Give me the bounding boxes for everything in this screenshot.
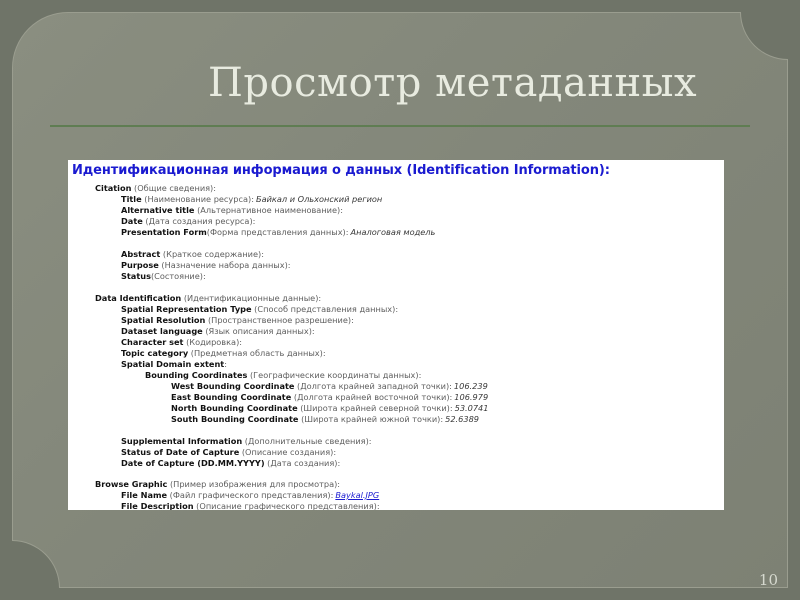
field-label: Alternative title — [121, 205, 195, 215]
field-hint: (Наименование ресурса): — [141, 194, 254, 204]
field-value: 52.6389 — [445, 414, 479, 424]
field-label: Presentation Form — [121, 227, 207, 237]
metadata-row — [121, 271, 206, 281]
metadata-row — [121, 436, 372, 446]
field-hint: (Способ представления данных): — [251, 304, 399, 314]
field-label: Spatial Domain extent — [121, 359, 225, 369]
metadata-row — [145, 370, 421, 380]
field-label: Topic category — [121, 348, 189, 358]
slide-title: Просмотр метаданных — [208, 60, 698, 106]
field-label: Citation — [95, 183, 132, 193]
metadata-row — [121, 447, 336, 457]
field-label: South Bounding Coordinate — [171, 414, 299, 424]
metadata-row — [121, 458, 340, 468]
field-hint: (Географические координаты данных): — [247, 370, 422, 380]
field-value: 106.979 — [454, 392, 489, 402]
field-label: Supplemental Information — [121, 436, 243, 446]
field-hint: (Пространственное разрешение): — [205, 315, 354, 325]
field-label: Spatial Representation Type — [121, 304, 252, 314]
field-label: Bounding Coordinates — [145, 370, 248, 380]
field-label: Data Identification — [95, 293, 182, 303]
field-label: Date — [121, 216, 143, 226]
field-label: Dataset language — [121, 326, 203, 336]
metadata-row — [95, 479, 340, 489]
field-hint: (Предметная область данных): — [188, 348, 326, 358]
field-hint: (Идентификационные данные): — [181, 293, 322, 303]
field-hint: (Дата создания ресурса): — [142, 216, 256, 226]
field-hint: (Общие сведения): — [131, 183, 217, 193]
field-label: Character set — [121, 337, 184, 347]
field-label: West Bounding Coordinate — [171, 381, 295, 391]
metadata-screenshot-panel — [68, 160, 724, 510]
field-value: Аналоговая модель — [350, 227, 436, 237]
field-hint: (Кодировка): — [183, 337, 243, 347]
metadata-row — [171, 381, 488, 391]
metadata-row — [121, 337, 242, 347]
metadata-row — [121, 348, 326, 358]
field-hint: (Долгота крайней западной точки): — [294, 381, 452, 391]
field-hint: (Назначение набора данных): — [158, 260, 291, 270]
metadata-row — [121, 304, 398, 314]
metadata-row — [95, 183, 216, 193]
field-hint: (Краткое содержание): — [160, 249, 264, 259]
field-hint: (Дополнительные сведения): — [242, 436, 372, 446]
metadata-row — [121, 260, 291, 270]
metadata-row — [121, 315, 354, 325]
field-value: Байкал и Ольхонский регион — [255, 194, 383, 204]
field-hint: : — [224, 359, 227, 369]
metadata-row — [171, 392, 488, 402]
field-label: File Description — [121, 501, 194, 510]
metadata-row — [171, 414, 479, 424]
field-hint: (Язык описания данных): — [202, 326, 315, 336]
field-value: 106.239 — [453, 381, 488, 391]
metadata-row — [121, 194, 382, 204]
field-hint: (Широта крайней северной точки): — [297, 403, 453, 413]
field-label: Status of Date of Capture — [121, 447, 240, 457]
metadata-row — [121, 216, 255, 226]
field-label: Spatial Resolution — [121, 315, 206, 325]
field-label: Browse Graphic — [95, 479, 168, 489]
metadata-row — [121, 490, 379, 500]
metadata-row — [121, 227, 435, 237]
field-hint: (Описание создания): — [239, 447, 337, 457]
field-label: File Name — [121, 490, 168, 500]
field-hint: (Альтернативное наименование): — [194, 205, 343, 215]
field-label: Purpose — [121, 260, 159, 270]
metadata-row — [95, 293, 321, 303]
field-label: Title — [121, 194, 142, 204]
field-hint: (Пример изображения для просмотра): — [167, 479, 341, 489]
metadata-row — [121, 359, 227, 369]
field-hint: (Широта крайней южной точки): — [298, 414, 444, 424]
field-hint: (Форма представления данных): — [206, 227, 349, 237]
metadata-row — [121, 501, 380, 510]
field-label: Abstract — [121, 249, 161, 259]
field-value: 53.0741 — [454, 403, 489, 413]
title-divider — [50, 125, 750, 127]
field-hint: (Состояние): — [150, 271, 206, 281]
file-name-link[interactable]: Baykal.JPG — [335, 490, 380, 500]
field-hint: (Файл графического представления): — [167, 490, 334, 500]
metadata-row — [171, 403, 488, 413]
field-label: East Bounding Coordinate — [171, 392, 292, 402]
metadata-row — [121, 205, 343, 215]
field-label: Status — [121, 271, 151, 281]
field-hint: (Описание графического представления): — [193, 501, 380, 510]
metadata-row — [121, 326, 315, 336]
metadata-row — [121, 249, 264, 259]
field-label: Date of Capture (DD.MM.YYYY) — [121, 458, 265, 468]
panel-heading: Идентификационная информация о данных (Identification Information): — [72, 163, 610, 178]
field-hint: (Долгота крайней восточной точки): — [291, 392, 453, 402]
field-label: North Bounding Coordinate — [171, 403, 298, 413]
page-number: 10 — [758, 571, 778, 589]
field-hint: (Дата создания): — [264, 458, 341, 468]
